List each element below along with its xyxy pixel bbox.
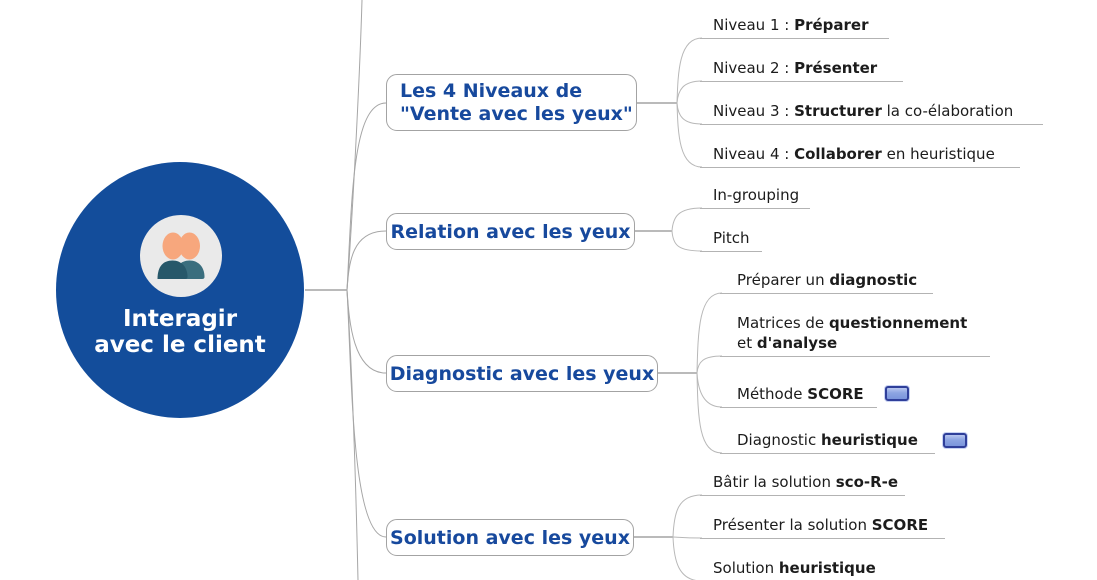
topic-matrices[interactable]: Matrices de questionnement et d'analyse: [720, 313, 990, 357]
branch-relation[interactable]: Relation avec les yeux: [386, 213, 635, 250]
topic-diagnostic-heuristique[interactable]: Diagnostic heuristique: [720, 430, 935, 454]
topic-methode-score[interactable]: Méthode SCORE: [720, 384, 877, 408]
topic-niveau-3[interactable]: Niveau 3 : Structurer la co-élaboration: [700, 101, 1043, 125]
blue-panel-icon[interactable]: [885, 386, 909, 401]
topic-solution-heuristique[interactable]: Solution heuristique: [700, 558, 890, 580]
topic-pitch[interactable]: Pitch: [700, 228, 762, 252]
blue-panel-icon[interactable]: [943, 433, 967, 448]
topic-in-grouping[interactable]: In-grouping: [700, 185, 810, 209]
two-people-icon: [140, 215, 222, 297]
topic-presenter-solution[interactable]: Présenter la solution SCORE: [700, 515, 945, 539]
branch-diagnostic[interactable]: Diagnostic avec les yeux: [386, 355, 658, 392]
topic-niveau-2[interactable]: Niveau 2 : Présenter: [700, 58, 903, 82]
root-topic-label: Interagir avec le client: [94, 306, 266, 358]
topic-batir-solution[interactable]: Bâtir la solution sco-R-e: [700, 472, 905, 496]
topic-niveau-1[interactable]: Niveau 1 : Préparer: [700, 15, 889, 39]
branch-les-4-niveaux[interactable]: Les 4 Niveaux de "Vente avec les yeux": [386, 74, 637, 131]
branch-solution[interactable]: Solution avec les yeux: [386, 519, 634, 556]
topic-preparer-diagnostic[interactable]: Préparer un diagnostic: [720, 270, 933, 294]
topic-niveau-4[interactable]: Niveau 4 : Collaborer en heuristique: [700, 144, 1020, 168]
